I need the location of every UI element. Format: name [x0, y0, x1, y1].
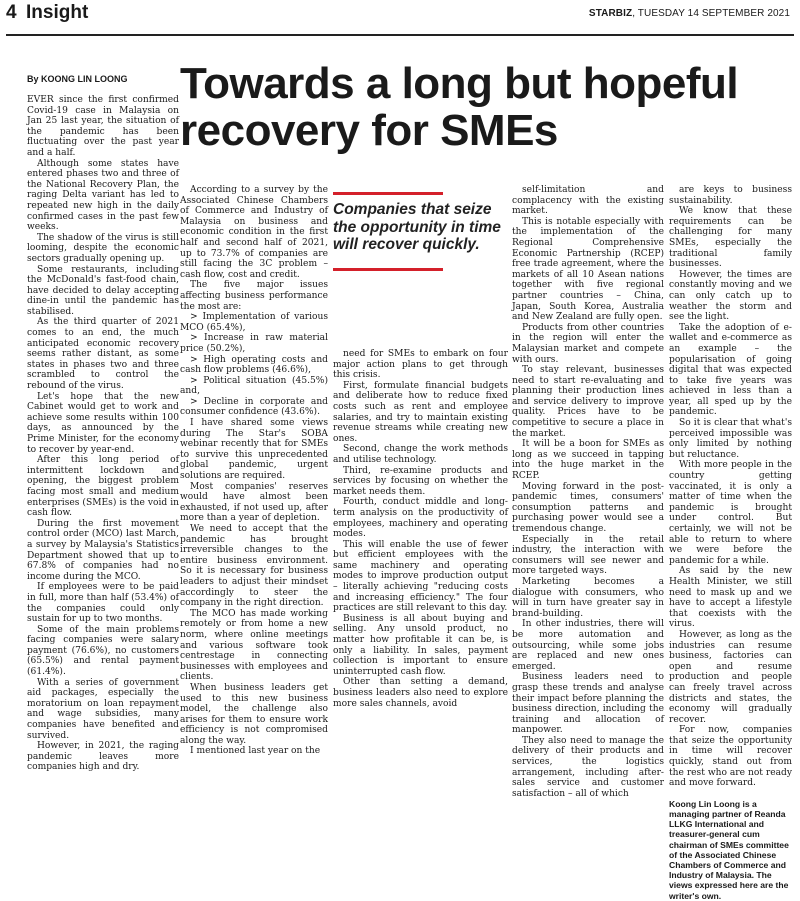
- paragraph: Fourth, conduct middle and long-term analysis on the productivity of employees, machinery and operating modes.: [333, 497, 508, 540]
- pull-quote: [333, 192, 508, 271]
- paragraph: According to a survey by the Associated Chinese Chambers of Commerce and Industry of Malaysia on business and economic condition in the first half and second half of 2021, up to 73.7% of companies are still facing the 3C problem – cash flow, cost and credit.: [180, 185, 328, 280]
- pull-quote-text: Companies that seize the opportunity in time will recover quickly.: [333, 201, 501, 253]
- paragraph: So it is clear that what's perceived impossible was only limited by nothing but reluctance.: [669, 418, 792, 460]
- paragraph: It will be a boon for SMEs as long as we succeed in tapping into the huge market in the RCEP.: [512, 439, 664, 482]
- paragraph: With a series of government aid packages, especially the moratorium on loan repayment and wage subsidies, many companies have benefited and survived.: [27, 677, 179, 741]
- paragraph: Marketing becomes a dialogue with consumers, who will in turn have greater say in brand-building.: [512, 576, 664, 619]
- paragraph: However, the times are constantly moving and we can only catch up to weather the storm and see the light.: [669, 269, 792, 323]
- paragraph: This is notable especially with the implementation of the Regional Comprehensive Economic Partnership (RCEP) free trade agreement, where the markets of all 10 Asean nations together with five regional partner countries – China, Japan, South Korea, Australia and New Zealand are fully open.: [512, 216, 664, 323]
- paragraph: Take the adoption of e-wallet and e-commerce as an example – the popularisation of going digital that was expected to take five years was achieved in less than a year, all sped up by the pandemic.: [669, 322, 792, 418]
- paragraph: If employees were to be paid in full, more than half (53.4%) of the companies could only sustain for up to two months.: [27, 582, 179, 625]
- paragraph: First, formulate financial budgets and deliberate how to reduce fixed costs such as rent and employee salaries, and try to maintain existing revenue streams while creating new ones.: [333, 380, 508, 444]
- paragraph: After this long period of intermittent lockdown and opening, the biggest problem facing most small and medium enterprises (SMEs) is the void in cash flow.: [27, 455, 179, 519]
- paragraph: Some of the main problems facing companies were salary payment (76.6%), no customers (65.5%) and rental payment (61.4%).: [27, 624, 179, 678]
- paragraph: Some restaurants, including the McDonald's fast-food chain, have decided to delay accepting dine-in until the pandemic has stabilised.: [27, 264, 179, 317]
- paragraph: As said by the new Health Minister, we still need to mask up and we have to accept a lifestyle that coexists with the virus.: [669, 566, 792, 630]
- paragraph: need for SMEs to embark on four major action plans to get through this crisis.: [333, 349, 508, 381]
- column-5-paragraphs: [669, 185, 792, 789]
- byline: By KOONG LIN LOONG: [27, 74, 128, 84]
- text-column-3: [333, 349, 508, 709]
- paragraph: The MCO has made working remotely or from home a new norm, where online meetings and various software took centrestage in connecting businesses with employees and clients.: [180, 608, 328, 683]
- paragraph: Business is all about buying and selling. Any unsold product, no matter how profitable it can be, is only a liability. In sales, payment collection is important to ensure uninterrupted cash flow.: [333, 613, 508, 677]
- paragraph: Especially in the retail industry, the interaction with consumers will see newer and more targeted ways.: [512, 534, 664, 577]
- paragraph: However, in 2021, the raging pandemic leaves more companies high and dry.: [27, 741, 179, 773]
- paragraph: We need to accept that the pandemic has brought irreversible changes to the entire business environment. So it is necessary for business leaders to adjust their mindset accordingly to steer the company in the right direction.: [180, 524, 328, 609]
- page-number: 4: [6, 2, 17, 23]
- paragraph: During the first movement control order (MCO) last March, a survey by Malaysia's Statistics Department showed that up to 67.8% of companies had no income during the MCO.: [27, 518, 179, 582]
- paragraph: > High operating costs and cash flow problems (46.6%),: [180, 354, 328, 376]
- paragraph: I mentioned last year on the: [190, 746, 321, 757]
- headline: Towards a long but hopeful recovery for SMEs: [180, 59, 739, 155]
- paragraph: As the third quarter of 2021 comes to an end, the much anticipated economic recovery seems rather distant, as some states in phases two and three scrambled to control the rebound of the virus.: [27, 317, 179, 392]
- paragraph: The five major issues affecting business performance the most are:: [180, 280, 328, 312]
- publication-name: STARBIZ: [588, 8, 633, 19]
- paragraph: They also need to manage the delivery of their products and services, the logistics arrangement, including after-sales service and customer satisfaction – all of which: [512, 735, 664, 799]
- paragraph: > Decline in corporate and consumer confidence (43.6%).: [180, 396, 328, 418]
- paragraph: Third, re-examine products and services by focusing on whether the market needs them.: [333, 465, 508, 497]
- paragraph: Business leaders need to grasp these trends and analyse their impact before planning the business direction, including the training and allocation of manpower.: [512, 672, 664, 736]
- paragraph: However, as long as the industries can resume business, factories can open and resume production and people can freely travel across districts and states, the economy will gradually recover.: [669, 629, 792, 725]
- paragraph: We know that these requirements can be challenging for many SMEs, especially the traditional family businesses.: [669, 206, 792, 270]
- text-column-1: [27, 95, 179, 773]
- pull-quote-top-rule: [333, 192, 443, 195]
- paragraph: Let's hope that the new Cabinet would get to work and achieve some results within 100 days, as announced by the Prime Minister, for the economy to recover by year-end.: [27, 391, 179, 455]
- paragraph: With more people in the country getting vaccinated, it is only a matter of time when the pandemic is brought under control. But certainly, we will not be able to return to where we were before the pandemic for a while.: [669, 460, 792, 566]
- text-column-2: [180, 185, 328, 757]
- paragraph: The shadow of the virus is still looming, despite the economic sectors gradually opening up.: [27, 232, 179, 264]
- header-rule: [6, 34, 794, 36]
- paragraph: I have shared some views during The Star's SOBA webinar recently that for SMEs to survive this unprecedented global pandemic, urgent solutions are required.: [180, 418, 328, 482]
- paragraph: Moving forward in the post-pandemic times, consumers' consumption patterns and purchasing power would see a tremendous change.: [512, 481, 664, 534]
- paragraph: are keys to business sustainability.: [669, 185, 792, 206]
- paragraph: > Political situation (45.5%) and,: [180, 375, 328, 397]
- section-title: Insight: [26, 2, 89, 23]
- paragraph: Second, change the work methods and utilise technology.: [333, 444, 508, 465]
- paragraph: For now, companies that seize the opportunity in time will recover quickly, stand out from the rest who are not ready and move forward.: [669, 725, 792, 789]
- paragraph: This will enable the use of fewer but efficient employees with the same machinery and operating modes to improve production output – literally achieving "reducing costs and increasing efficiency." The four practices are still relevant to this day.: [333, 539, 508, 614]
- paragraph: In other industries, there will be more automation and outsourcing, while some jobs are replaced and new ones emerged.: [512, 619, 664, 672]
- paragraph: When business leaders get used to this new business model, the challenge also arises for them to ensure work efficiency is not compromised along the way.: [180, 682, 328, 746]
- paragraph: Most companies' reserves would have almost been exhausted, if not used up, after more than a year of depletion.: [180, 481, 328, 524]
- paragraph: > Increase in raw material price (50.2%),: [180, 333, 328, 354]
- paragraph: > Implementation of various MCO (65.4%),: [180, 312, 328, 333]
- dateline: , TUESDAY 14 SEPTEMBER 2021: [632, 8, 790, 19]
- paragraph: EVER since the first confirmed Covid-19 case in Malaysia on Jan 25 last year, the situation of the pandemic has been fluctuating over the past year and a half.: [27, 95, 179, 158]
- pull-quote-bottom-rule: [333, 268, 443, 271]
- paragraph: Although some states have entered phases two and three of the National Recovery Plan, the raging Delta variant has led to repeated new high in the daily confirmed cases in the past few weeks.: [27, 158, 179, 233]
- paragraph: Products from other countries in the region will enter the Malaysian market and compete with ours.: [512, 322, 664, 365]
- text-column-5: [669, 185, 792, 901]
- paragraph: Other than setting a demand, business leaders also need to explore more sales channels, avoid: [333, 677, 508, 709]
- paragraph: To stay relevant, businesses need to start re-evaluating and planning their production lines and service delivery to improve quality. Prices have to be competitive to secure a place in the market.: [512, 365, 664, 439]
- paragraph: self-limitation and complacency with the existing market.: [512, 185, 664, 217]
- text-column-4: [512, 185, 664, 799]
- publication-dateline: [589, 8, 790, 19]
- author-bio: Koong Lin Loong is a managing partner of Reanda LLKG International and treasurer-general cum chairman of SMEs committee of the Associated Chinese Chambers of Commerce and Industry of Malaysia. The views expressed here are the writer's own.: [669, 798, 789, 901]
